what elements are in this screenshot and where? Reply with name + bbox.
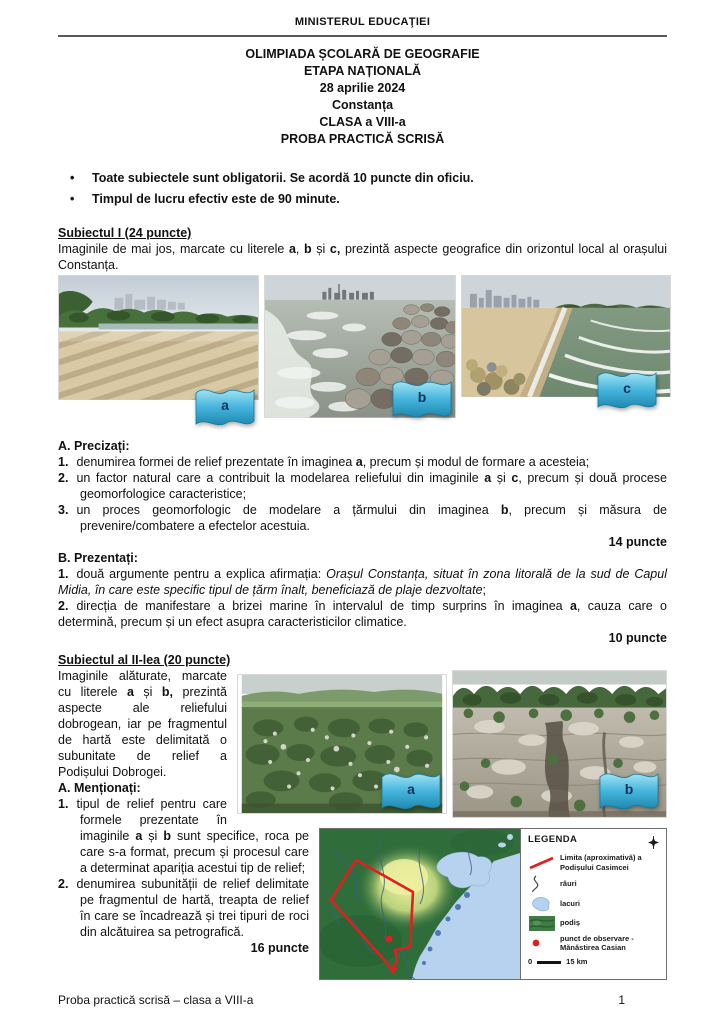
title-line: 28 aprilie 2024 [319, 81, 406, 95]
plateau-swatch-icon [528, 915, 560, 932]
photo-c-label: c [623, 380, 631, 397]
section1-heading: Subiectul I (24 puncte) [58, 226, 192, 240]
landscape-a-label: a [407, 781, 415, 798]
task-item [58, 598, 667, 630]
task-item [58, 502, 667, 534]
item-text: direcția de manifestare a brizei marine în intervalul de timp surprins în imaginea a, cauza care o determină, precum și un efect asupra caracteristicilor climatice. [58, 599, 667, 629]
task-item [58, 566, 667, 598]
legend-label: râuri [560, 878, 577, 888]
item-number: 2. [58, 599, 69, 613]
item-number: 1. [58, 797, 69, 811]
title-line: ETAPA NAȚIONALĂ [303, 64, 422, 78]
item-text: denumirea subunității de relief delimitate pe fragmentul de hartă, treapta de relief în care se încadrează și trei tipuri de roci din alcătuirea sa petrografică. [76, 877, 309, 939]
legend-item-limit [528, 853, 660, 873]
legend-label: Limita (aproximativă) a Podișului Casimcei [560, 853, 642, 872]
ministry-header: MINISTERUL EDUCAŢIEI [294, 16, 431, 28]
section2 [58, 652, 667, 984]
instructions-list [58, 168, 667, 210]
section2-photo-row [237, 670, 667, 818]
image-label-ribbon [194, 381, 256, 433]
lake-icon [528, 895, 560, 913]
legend-label: lacuri [560, 898, 581, 908]
bullet-icon: • [70, 192, 75, 206]
item-number: 3. [58, 503, 69, 517]
title-line: PROBA PRACTICĂ SCRISĂ [280, 132, 445, 146]
river-line-icon [528, 875, 560, 893]
item-text: tipul de relief pentru care formele prezentate în imaginile a și b sunt specifice, roca pe care s-a format, precum și procesul care a determinat apariția acestui tip de relief; [76, 797, 309, 875]
instruction-item [58, 189, 667, 210]
item-number: 2. [58, 471, 69, 485]
relief-map [320, 829, 520, 979]
scale-distance: 15 km [566, 957, 588, 966]
section1-a-heading: A. Precizați: [58, 439, 130, 453]
instruction-item [58, 168, 667, 189]
section2-a-heading: A. Menționați: [58, 781, 141, 795]
item-number: 1. [58, 455, 69, 469]
relief-map-illustration [320, 829, 520, 979]
header-rule [58, 35, 667, 37]
section1-b-points: 10 puncte [608, 631, 667, 645]
item-text: denumirea formei de relief prezentate în imaginea a, precum și modul de formare a acesteia; [76, 455, 590, 469]
item-number: 2. [58, 877, 69, 891]
section2-heading: Subiectul al II-lea (20 puncte) [58, 653, 231, 667]
title-line: CLASA a VIII-a [319, 115, 406, 129]
scale-bar [537, 961, 561, 964]
image-label-ribbon [380, 765, 442, 817]
title-block [58, 46, 667, 148]
legend-item-rivers [528, 875, 660, 893]
item-text: două argumente pentru a explica afirmația: Orașul Constanța, situat în zona litorală de la sud de Capul Midia, în care este specific tipul de țărm înalt, beneficiază de plaje dezvoltate; [58, 567, 667, 597]
observation-point-marker [386, 936, 393, 943]
map-figure [319, 828, 667, 980]
item-text: un proces geomorfologic de modelare a țărmului din imaginea b, precum și măsura de prevenire/combatere a efectelor acestuia. [76, 503, 667, 533]
landscape-b-label: b [624, 781, 634, 798]
task-item [58, 454, 667, 470]
page-number: 1 [618, 993, 625, 1007]
red-limit-line-icon [528, 855, 560, 871]
legend-title: LEGENDA [528, 834, 578, 845]
map-scale [528, 957, 660, 966]
page-content [58, 0, 667, 984]
title-line: OLIMPIADA ȘCOLARĂ DE GEOGRAFIE [245, 47, 480, 61]
legend-label: podiș [560, 918, 580, 928]
landscape-a-hills [237, 674, 447, 814]
title-line: Constanța [331, 98, 394, 112]
section1-photo-row [58, 275, 667, 418]
observation-point-icon [528, 938, 560, 948]
bullet-icon: • [70, 171, 75, 185]
legend-item-observation-point [528, 934, 660, 954]
item-number: 1. [58, 567, 69, 581]
photo-c-shore [461, 275, 671, 397]
item-text: un factor natural care a contribuit la modelarea reliefului din imaginile a și c, precum și două procese geomorfologice caracteristice; [76, 471, 667, 501]
instruction-text: Timpul de lucru efectiv este de 90 minute. [92, 192, 340, 206]
photo-a-label: a [221, 397, 229, 414]
section1-intro: Imaginile de mai jos, marcate cu literele a, b și c, prezintă aspecte geografice din orizontul local al orașului Constanța. [58, 242, 667, 272]
legend-item-lakes [528, 895, 660, 913]
task-item [58, 470, 667, 502]
footer-text: Proba practică scrisă – clasa a VIII-a [58, 993, 254, 1007]
instruction-text: Toate subiectele sunt obligatorii. Se acordă 10 puncte din oficiu. [92, 171, 474, 185]
image-label-ribbon [391, 373, 453, 425]
image-label-ribbon [596, 364, 658, 416]
photo-b-label: b [417, 389, 427, 406]
page-footer [58, 993, 667, 1007]
section2-intro: Imaginile alăturate, marcate cu literele a și b, prezintă aspecte ale reliefului dobrogean, iar pe fragmentul de hartă este delimitată o subunitate de relief a Podișului Dobrogei. [58, 669, 227, 779]
photo-a-beach [58, 275, 259, 414]
section1-a-points: 14 puncte [608, 535, 667, 549]
legend-item-plateau [528, 915, 660, 932]
section1-b-heading: B. Prezentați: [58, 551, 138, 565]
legend-label: punct de observare - Mănăstirea Casian [560, 933, 634, 953]
image-label-ribbon [598, 765, 660, 817]
photo-b-breakwater [264, 275, 456, 418]
landscape-b-cliffs [452, 670, 667, 818]
map-legend [520, 829, 666, 979]
scale-zero: 0 [528, 957, 533, 966]
compass-icon [647, 834, 660, 851]
section2-a-points: 16 puncte [250, 941, 309, 955]
